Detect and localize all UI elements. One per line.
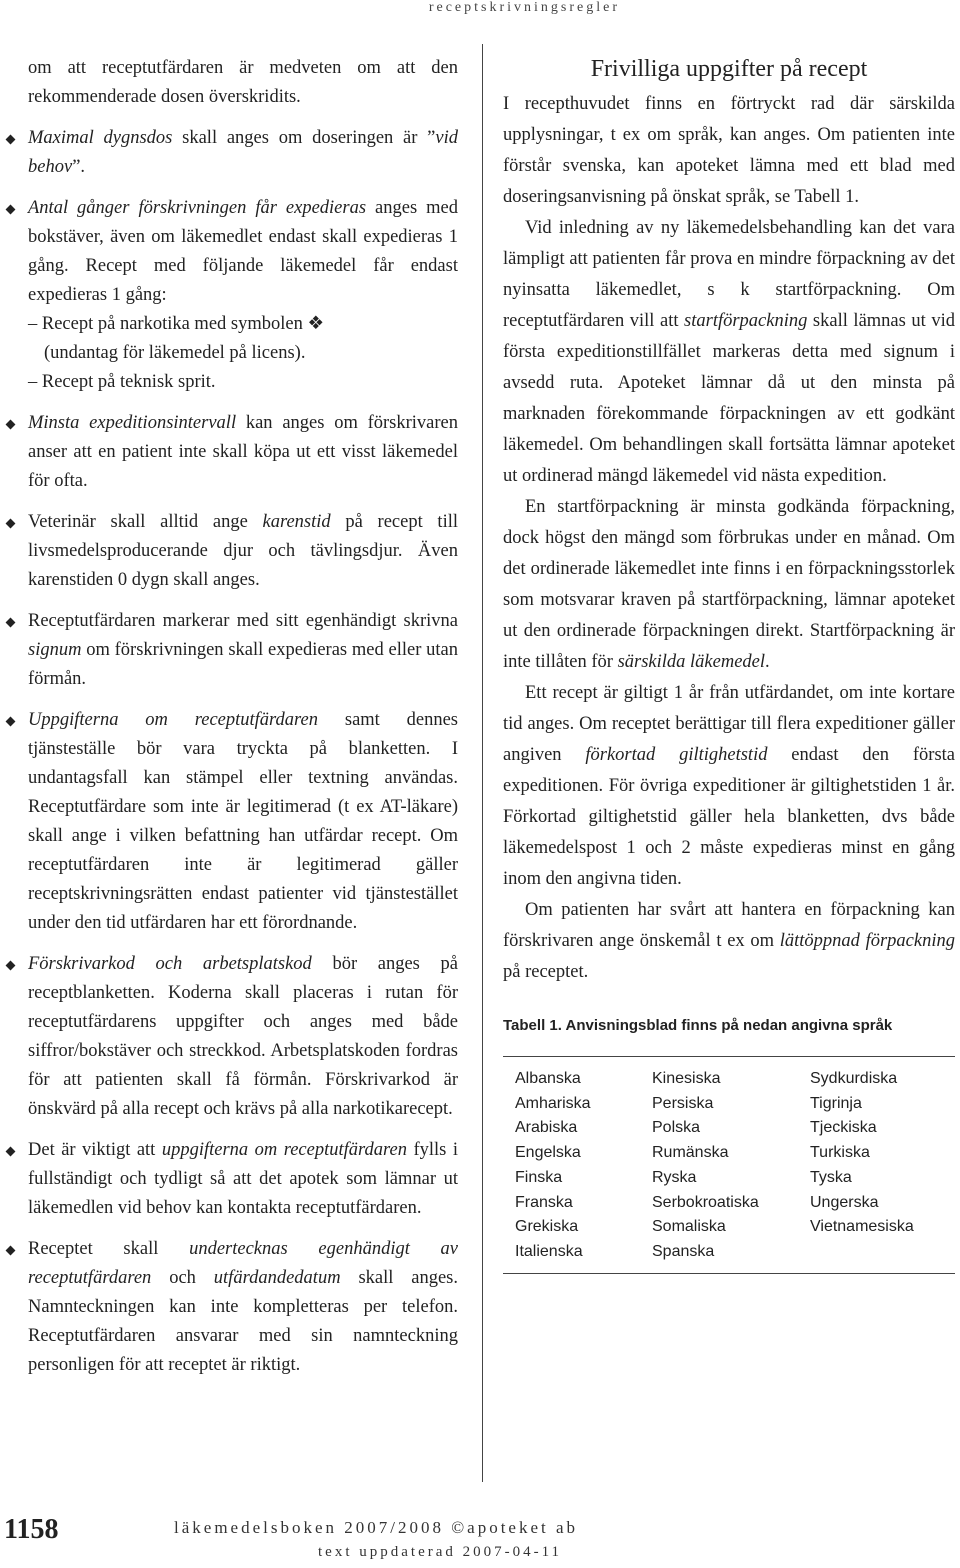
footer-publication: läkemedelsboken 2007/2008 ©apoteket ab (174, 1518, 579, 1537)
language-cell: Rumänska (652, 1144, 729, 1162)
bullet-text: på recept till livsmedelsproducerande djur och tävlingsdjur. Även karenstiden 0 dygn skall anges. (28, 512, 458, 590)
bullet-text: Receptutfärdaren markerar med sitt egenhändigt skrivna (28, 611, 458, 631)
sublist-item-continuation: (undantag för läkemedel på licens). (44, 343, 306, 363)
language-column (810, 1067, 950, 1265)
bullet-text: fylls i fullständigt och tydligt så att det apotek som lämnar ut läkemedlen vid behov kan kontakta receptutfärdaren. (28, 1140, 459, 1218)
diamond-bullet-icon (6, 135, 16, 145)
diamond-bullet-icon (6, 961, 16, 971)
column-divider (482, 44, 483, 1482)
language-cell: Tyska (810, 1168, 852, 1186)
bullet-emphasis: Maximal dygnsdos (28, 128, 173, 148)
language-cell: Serbokroatiska (652, 1193, 759, 1211)
language-cell: Vietnamesiska (810, 1218, 914, 1236)
language-cell: Kinesiska (652, 1070, 721, 1087)
language-cell: Persiska (652, 1094, 714, 1112)
table-top-rule (503, 1056, 955, 1057)
bullet-emphasis: undertecknas egenhändigt av receptutfärdaren (28, 1239, 459, 1288)
bullet-item (28, 508, 458, 595)
sublist-item: – Recept på narkotika med symbolen ❖ (28, 314, 325, 334)
language-cell: Finska (515, 1168, 563, 1186)
diamond-bullet-icon (6, 519, 16, 529)
language-cell: Franska (515, 1193, 573, 1211)
language-cell: Arabiska (515, 1119, 578, 1137)
bullet-item (28, 1235, 458, 1380)
bullet-emphasis: utfärdandedatum (213, 1268, 341, 1288)
language-cell: Albanska (515, 1070, 581, 1087)
bullet-item (28, 194, 458, 397)
right-column (503, 54, 955, 1274)
bullet-text: ”. (72, 157, 86, 177)
bullet-item (28, 124, 458, 182)
paragraph: Om patienten har svårt att hantera en förpackning kan förskrivaren ange önskemål t ex om lättöppnad förpackning på receptet. (503, 900, 955, 982)
diamond-bullet-icon (6, 717, 16, 727)
table-bottom-rule (503, 1273, 955, 1274)
bullet-text: Receptet skall (28, 1239, 190, 1259)
paragraph-emphasis: lättöppnad förpackning (779, 931, 955, 951)
bullet-text: samt dennes tjänsteställe bör vara tryckta på blanketten. I undantagsfall kan stämpel eller textning användas. Receptutfärdare som inte är legitimerad (t ex AT-läkare) skall ange i vilken befattning han utfärdar recept. Om receptutfärdaren inte är legitimerad gäller receptskrivningsrätten endast patienter vid tjänstestället under den tid utfärdaren har ett förordnande. (28, 710, 459, 933)
bullet-emphasis: Förskrivarkod och arbetsplatskod (28, 954, 312, 974)
intro-paragraph: om att receptutfärdaren är medveten om att den rekommenderade dosen överskridits. (28, 58, 458, 107)
bullet-emphasis: Uppgifterna om receptutfärdaren (28, 710, 319, 730)
page-footer (0, 1514, 960, 1568)
language-table (515, 1067, 955, 1265)
bullet-item (28, 706, 458, 938)
bullet-emphasis: uppgifterna om receptutfärdaren (161, 1140, 408, 1160)
language-cell: Spanska (652, 1242, 715, 1260)
language-cell: Engelska (515, 1144, 581, 1162)
diamond-bullet-icon (6, 1147, 16, 1157)
bullet-emphasis: karenstid (262, 512, 331, 532)
left-column (28, 54, 458, 1380)
bullet-text: och (151, 1268, 214, 1288)
language-cell: Turkiska (810, 1144, 870, 1162)
bullet-item (28, 1136, 458, 1223)
bullet-text: skall anges. Namnteckningen kan inte kompletteras per telefon. Receptutfärdaren ansvarar med sin namnteckning personligen för att receptet är riktigt. (28, 1268, 459, 1375)
bullet-text: anges med bokstäver, även om läkemedlet endast skall expedieras 1 gång. Recept med följande läkemedel får endast expedieras 1 gång: (28, 198, 458, 305)
diamond-bullet-icon (6, 618, 16, 628)
running-head: receptskrivningsregler (428, 0, 620, 15)
language-cell: Amhariska (515, 1094, 591, 1112)
bullet-emphasis: signum (28, 640, 82, 660)
page-number: 1158 (4, 1514, 59, 1545)
language-cell: Tjeckiska (810, 1119, 877, 1137)
language-cell: Ryska (652, 1168, 697, 1186)
table-caption: Tabell 1. Anvisningsblad finns på nedan angivna språk (503, 1017, 893, 1034)
paragraph: En startförpackning är minsta godkända förpackning, dock högst den mängd som förbrukas under en månad. Om det ordinerade läkemedlet inte finns i en förpackningsstorlek som motsvarar kraven på startförpackning, lämnar apoteket ut den ordinerade förpackningen direkt. Startförpackning är inte tillåten för särskilda läkemedel. (503, 497, 955, 672)
diamond-bullet-icon (6, 1246, 16, 1256)
diamond-bullet-icon (6, 420, 16, 430)
paragraph: Vid inledning av ny läkemedelsbehandling kan det vara lämpligt att patienten får prova en mindre förpackning av det nyinsatta läkemedlet, s k startförpackning. Om receptutfärdaren vill att startförpackning skall lämnas ut vid första expeditionstillfället markeras detta med signum i avsedd ruta. Apoteket lämnar då ut den minsta på marknaden förekommande förpackningen av ett godkänt läkemedel. Om behandlingen skall fortsätta lämnar apoteket ut ordinerad mängd läkemedel vid nästa expedition. (503, 218, 955, 486)
language-cell: Tigrinja (810, 1094, 862, 1112)
paragraph-emphasis: särskilda läkemedel (617, 652, 766, 672)
sublist-item: – Recept på teknisk sprit. (28, 372, 216, 392)
bullet-item (28, 607, 458, 694)
diamond-bullet-icon (6, 205, 16, 215)
paragraph: I recepthuvudet finns en förtryckt rad där särskilda upplysningar, t ex om språk, kan anges. Om patienten inte förstår svenska, kan apoteket lämna med ett blad med doseringsanvisning på önskat språk, se Tabell 1. (503, 94, 955, 207)
language-cell: Grekiska (515, 1218, 579, 1236)
language-cell: Somaliska (652, 1218, 726, 1236)
footer-updated: text uppdaterad 2007-04-11 (318, 1544, 563, 1560)
language-cell: Ungerska (810, 1193, 879, 1211)
bullet-item (28, 950, 458, 1124)
bullet-text: kan anges om förskrivaren anser att en patient inte skall köpa ut ett visst läkemedel för ofta. (28, 413, 458, 491)
language-cell: Polska (652, 1119, 701, 1137)
paragraph-emphasis: förkortad giltighetstid (585, 745, 768, 765)
paragraph-emphasis: startförpackning (684, 311, 808, 331)
paragraph: Ett recept är giltigt 1 år från utfärdandet, om inte kortare tid anges. Om receptet berättigar till flera expeditioner gäller angiven förkortad giltighetstid endast den första expeditionen. För övriga expeditioner är giltighetstiden 1 år. Förkortad giltighetstid gäller hela blanketten, dvs både läkemedelspost 1 och 2 måste expedieras minst en gång inom den angivna tiden. (503, 683, 955, 889)
bullet-emphasis: vid behov (28, 128, 458, 177)
bullet-item (28, 409, 458, 496)
language-cell: Sydkurdiska (810, 1070, 898, 1087)
language-column (652, 1067, 810, 1265)
language-column (515, 1067, 652, 1265)
bullet-text: bör anges på receptblanketten. Koderna skall placeras i rutan för receptutfärdarens uppgifter och anges med både siffror/bokstäver och streckkod. Arbetsplatskoden fordras för att patienten skall få förmån. Förskrivarkod är önskvärd på alla recept och krävs på alla narkotikarecept. (28, 954, 458, 1119)
bullet-text: Det är viktigt att (28, 1140, 162, 1160)
bullet-text: Veterinär skall alltid ange (28, 512, 263, 532)
bullet-emphasis: Minsta expeditionsintervall (28, 413, 237, 433)
bullet-text: skall anges om doseringen är ” (172, 128, 436, 148)
section-title: Frivilliga uppgifter på recept (590, 56, 868, 82)
bullet-text: om förskrivningen skall expedieras med eller utan förmån. (28, 640, 458, 689)
bullet-emphasis: Antal gånger förskrivningen får expedieras (28, 198, 367, 218)
language-cell: Italienska (515, 1242, 583, 1260)
